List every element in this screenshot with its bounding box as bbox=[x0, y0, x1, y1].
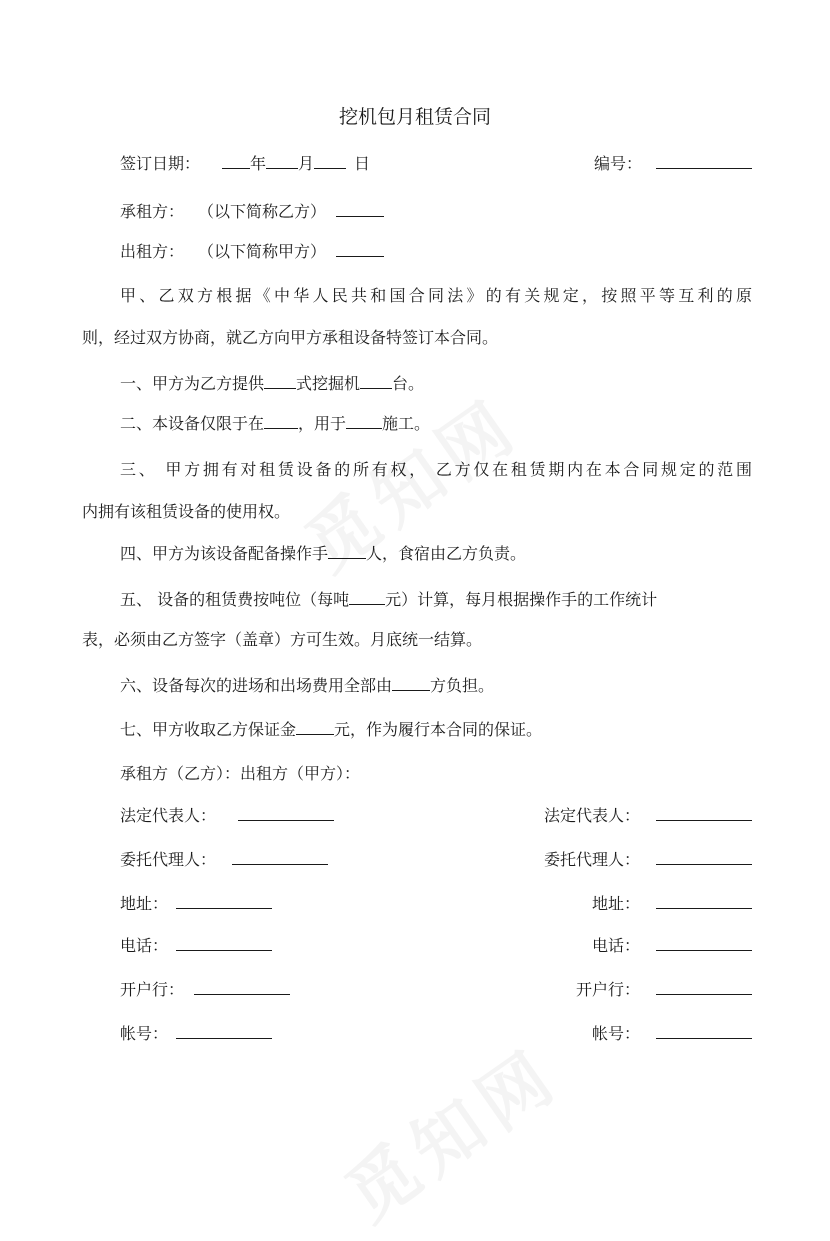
clause-2-text-a: 二、本设备仅限于在 bbox=[120, 414, 265, 433]
address-label: 地址： bbox=[120, 894, 169, 913]
lessor-legal-rep bbox=[544, 804, 752, 828]
day-blank[interactable] bbox=[314, 154, 346, 169]
phone-label: 电话： bbox=[591, 936, 640, 955]
agent-blank[interactable] bbox=[232, 850, 328, 865]
number-blank[interactable] bbox=[656, 154, 752, 169]
lessee-address bbox=[120, 892, 272, 916]
location-blank[interactable] bbox=[264, 414, 298, 429]
clause-4 bbox=[120, 542, 526, 566]
clause-1-text-a: 一、甲方为乙方提供 bbox=[120, 374, 265, 393]
operator-count-blank[interactable] bbox=[328, 544, 366, 559]
agent-label: 委托代理人： bbox=[120, 850, 217, 869]
account-label: 帐号： bbox=[120, 1024, 169, 1043]
price-per-ton-blank[interactable] bbox=[349, 590, 385, 605]
clause-5-text-b: 元）计算，每月根据操作手的工作统计 bbox=[385, 590, 658, 609]
lessee-account bbox=[120, 1022, 272, 1046]
day-label: 日 bbox=[354, 154, 371, 173]
contract-number-line bbox=[594, 152, 752, 176]
month-label: 月 bbox=[298, 154, 315, 173]
clause-2-text-c: 施工。 bbox=[382, 414, 431, 433]
intro-line-1: 甲、乙双方根据《中华人民共和国合同法》的有关规定，按照平等互利的原 bbox=[120, 286, 752, 305]
clause-3-line-1: 三、 甲方拥有对租赁设备的所有权， 乙方仅在租赁期内在本合同规定的范围 bbox=[120, 460, 752, 479]
clause-6-text-a: 六、设备每次的进场和出场费用全部由 bbox=[120, 676, 393, 695]
intro-line-2: 则，经过双方协商，就乙方向甲方承租设备特签订本合同。 bbox=[82, 328, 499, 347]
date-label: 签订日期： bbox=[120, 154, 201, 173]
bank-blank[interactable] bbox=[656, 980, 752, 995]
account-blank[interactable] bbox=[176, 1024, 272, 1039]
deposit-blank[interactable] bbox=[296, 720, 334, 735]
lessee-label: 承租方： bbox=[120, 202, 185, 221]
lessor-address bbox=[592, 892, 752, 916]
phone-blank[interactable] bbox=[656, 936, 752, 951]
usage-blank[interactable] bbox=[346, 414, 382, 429]
year-label: 年 bbox=[250, 154, 267, 173]
clause-4-text-a: 四、甲方为该设备配备操作手 bbox=[120, 544, 329, 563]
lessor-line bbox=[120, 240, 384, 264]
month-blank[interactable] bbox=[266, 154, 298, 169]
lessor-account bbox=[592, 1022, 752, 1046]
lessor-bank bbox=[576, 978, 752, 1002]
clause-5-line-1 bbox=[120, 588, 752, 612]
phone-blank[interactable] bbox=[176, 936, 272, 951]
clause-7 bbox=[120, 718, 542, 742]
lessee-bank bbox=[120, 978, 290, 1002]
agent-label: 委托代理人： bbox=[543, 850, 640, 869]
clause-6 bbox=[120, 674, 494, 698]
lessor-blank[interactable] bbox=[336, 242, 384, 257]
address-blank[interactable] bbox=[656, 894, 752, 909]
clause-2-text-b: ，用于 bbox=[298, 414, 347, 433]
account-blank[interactable] bbox=[656, 1024, 752, 1039]
number-label: 编号： bbox=[593, 154, 642, 173]
clause-5-line-2: 表，必须由乙方签字（盖章）方可生效。月底统一结算。 bbox=[82, 630, 483, 649]
lessor-phone bbox=[592, 934, 752, 958]
account-label: 帐号： bbox=[591, 1024, 640, 1043]
lessor-agent bbox=[544, 848, 752, 872]
legal-rep-label: 法定代表人： bbox=[543, 806, 640, 825]
address-blank[interactable] bbox=[176, 894, 272, 909]
phone-label: 电话： bbox=[120, 936, 169, 955]
legal-rep-blank[interactable] bbox=[656, 806, 752, 821]
clause-4-text-b: 人，食宿由乙方负责。 bbox=[366, 544, 527, 563]
lessee-blank[interactable] bbox=[336, 202, 384, 217]
legal-rep-blank[interactable] bbox=[238, 806, 334, 821]
clause-1-text-c: 台。 bbox=[392, 374, 425, 393]
legal-rep-label: 法定代表人： bbox=[120, 806, 217, 825]
document-title: 挖机包月租赁合同 bbox=[338, 106, 491, 128]
clause-1-text-b: 式挖掘机 bbox=[296, 374, 361, 393]
fee-bearer-blank[interactable] bbox=[392, 676, 430, 691]
lessor-note: （以下简称甲方） bbox=[198, 242, 327, 261]
lessee-legal-rep bbox=[120, 804, 334, 828]
clause-6-text-b: 方负担。 bbox=[430, 676, 495, 695]
signing-date-line bbox=[120, 152, 370, 176]
address-label: 地址： bbox=[591, 894, 640, 913]
lessee-phone bbox=[120, 934, 272, 958]
excavator-count-blank[interactable] bbox=[360, 374, 392, 389]
agent-blank[interactable] bbox=[656, 850, 752, 865]
clause-1 bbox=[120, 372, 424, 396]
bank-label: 开户行： bbox=[120, 980, 185, 999]
clause-7-text-a: 七、甲方收取乙方保证金 bbox=[120, 720, 297, 739]
clause-7-text-b: 元，作为履行本合同的保证。 bbox=[334, 720, 543, 739]
clause-5-text-a: 五、 设备的租赁费按吨位（每吨 bbox=[120, 590, 350, 609]
year-blank[interactable] bbox=[222, 154, 250, 169]
watermark bbox=[323, 1020, 578, 1240]
lessee-note: （以下简称乙方） bbox=[198, 202, 327, 221]
lessor-label: 出租方： bbox=[120, 242, 185, 261]
signature-heading: 承租方（乙方）：出租方（甲方）： bbox=[120, 764, 361, 783]
bank-label: 开户行： bbox=[575, 980, 640, 999]
bank-blank[interactable] bbox=[194, 980, 290, 995]
lessee-line bbox=[120, 200, 384, 224]
clause-2 bbox=[120, 412, 430, 436]
lessee-agent bbox=[120, 848, 328, 872]
excavator-type-blank[interactable] bbox=[264, 374, 296, 389]
clause-3-line-2: 内拥有该租赁设备的使用权。 bbox=[82, 502, 291, 521]
